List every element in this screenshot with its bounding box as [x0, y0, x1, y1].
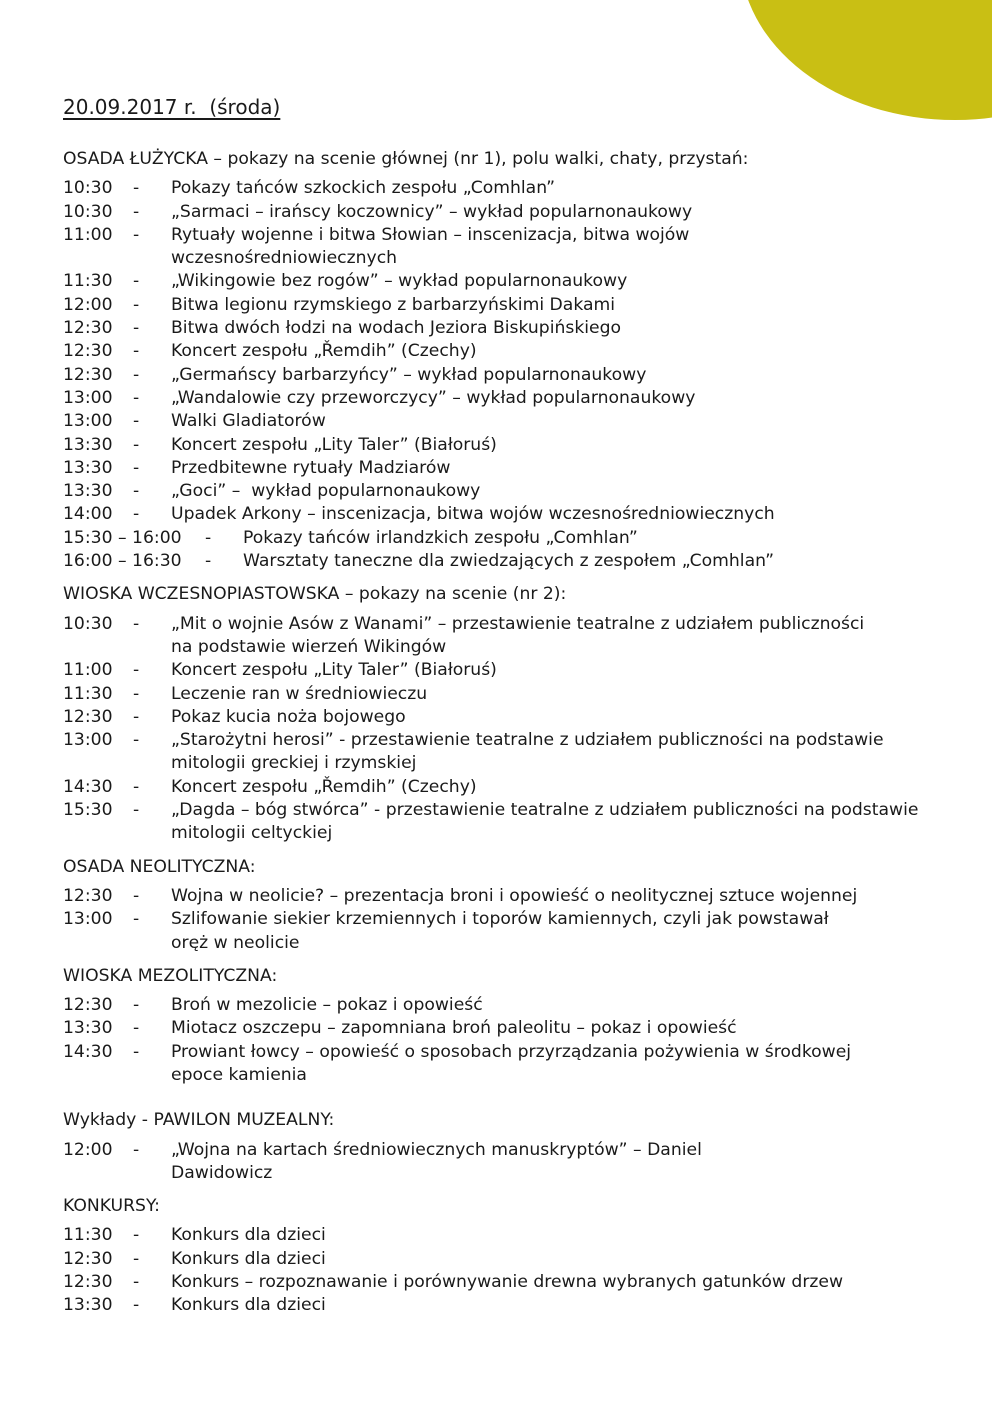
- event-row: [63, 317, 963, 340]
- event-time: 12:00: [63, 1139, 113, 1160]
- event-time: 12:30: [63, 318, 113, 339]
- event-time: 13:00: [63, 730, 113, 751]
- event-row: [63, 224, 963, 271]
- event-dash: -: [133, 481, 140, 502]
- event-row: [63, 908, 963, 955]
- event-description: „Germańscy barbarzyńcy” – wykład popularnonaukowy: [171, 364, 647, 385]
- event-time: 13:00: [63, 387, 113, 408]
- event-dash: -: [205, 527, 212, 548]
- event-row: [63, 1017, 963, 1040]
- event-dash: -: [133, 1295, 140, 1316]
- event-time: 11:00: [63, 660, 113, 681]
- event-row: [63, 1248, 963, 1271]
- event-time: 12:00: [63, 294, 113, 315]
- event-dash: -: [133, 660, 140, 681]
- event-row: [63, 503, 963, 526]
- section-pawilon-muzealny: [63, 1109, 963, 1185]
- event-dash: -: [133, 387, 140, 408]
- event-dash: -: [133, 504, 140, 525]
- event-description: Walki Gladiatorów: [171, 411, 326, 432]
- event-dash: -: [133, 294, 140, 315]
- event-description: Szlifowanie siekier krzemiennych i toporów kamiennych, czyli jak powstawał oręż w neolicie: [171, 909, 829, 953]
- event-description: „Goci” – wykład popularnonaukowy: [171, 481, 481, 502]
- event-dash: -: [133, 683, 140, 704]
- event-row: [63, 776, 963, 799]
- event-time: 15:30: [63, 800, 113, 821]
- event-description: „Wikingowie bez rogów” – wykład popularnonaukowy: [171, 271, 628, 292]
- event-description: Konkurs – rozpoznawanie i porównywanie drewna wybranych gatunków drzew: [171, 1272, 844, 1293]
- event-row: [63, 1271, 963, 1294]
- event-description: Koncert zespołu „Lity Taler” (Białoruś): [171, 660, 497, 681]
- section-heading: KONKURSY:: [63, 1196, 160, 1217]
- event-description: „Starożytni herosi” - przestawienie teatralne z udziałem publiczności na podstawie mitologii greckiej i rzymskiej: [171, 730, 884, 774]
- event-dash: -: [133, 706, 140, 727]
- schedule: [63, 148, 963, 1328]
- page-title: 20.09.2017 r. (środa): [63, 95, 281, 119]
- section-konkursy: [63, 1195, 963, 1317]
- event-row: [63, 729, 963, 776]
- event-time: 12:30: [63, 341, 113, 362]
- event-dash: -: [133, 613, 140, 634]
- event-description: „Wandalowie czy przeworczycy” – wykład popularnonaukowy: [171, 387, 696, 408]
- event-description: Przedbitewne rytuały Madziarów: [171, 457, 451, 478]
- event-time: 13:30: [63, 1295, 113, 1316]
- event-description: Miotacz oszczepu – zapomniana broń paleolitu – pokaz i opowieść: [171, 1018, 737, 1039]
- event-time: 13:00: [63, 909, 113, 930]
- event-time: 12:30: [63, 364, 113, 385]
- event-description: „Sarmaci – irańscy koczownicy” – wykład popularnonaukowy: [171, 201, 693, 222]
- event-dash: -: [133, 364, 140, 385]
- event-dash: -: [133, 1272, 140, 1293]
- event-description: „Mit o wojnie Asów z Wanami” – przestawienie teatralne z udziałem publiczności na podstawie wierzeń Wikingów: [171, 613, 865, 657]
- section-heading: Wykłady - PAWILON MUZEALNY:: [63, 1110, 335, 1131]
- section-osada-luzycka: [63, 148, 963, 573]
- event-time: 10:30: [63, 178, 113, 199]
- event-dash: -: [133, 434, 140, 455]
- event-row: [63, 659, 963, 682]
- event-time: 12:30: [63, 706, 113, 727]
- event-description: Warsztaty taneczne dla zwiedzających z zespołem „Comhlan”: [243, 551, 774, 572]
- event-time: 10:30: [63, 613, 113, 634]
- event-row: [63, 799, 963, 846]
- event-dash: -: [133, 1225, 140, 1246]
- event-time: 13:30: [63, 434, 113, 455]
- event-time: 12:30: [63, 995, 113, 1016]
- event-dash: -: [133, 1018, 140, 1039]
- event-row: [63, 201, 963, 224]
- event-row: [63, 1041, 963, 1088]
- event-description: Koncert zespołu „Řemdih” (Czechy): [171, 341, 477, 362]
- event-time: 15:30 – 16:00: [63, 527, 182, 548]
- event-description: Bitwa legionu rzymskiego z barbarzyńskimi Dakami: [171, 294, 616, 315]
- event-row: [63, 270, 963, 293]
- event-description: Rytuały wojenne i bitwa Słowian – inscenizacja, bitwa wojów wczesnośredniowiecznych: [171, 224, 690, 269]
- event-row: [63, 613, 963, 660]
- event-dash: -: [133, 411, 140, 432]
- event-row: [63, 480, 963, 503]
- event-time: 12:30: [63, 1272, 113, 1293]
- section-heading: WIOSKA MEZOLITYCZNA:: [63, 965, 278, 986]
- event-row: [63, 294, 963, 317]
- event-description: Bitwa dwóch łodzi na wodach Jeziora Biskupińskiego: [171, 318, 622, 339]
- event-description: Koncert zespołu „Řemdih” (Czechy): [171, 776, 477, 797]
- event-row: [63, 1294, 963, 1317]
- event-row: [63, 1139, 963, 1186]
- event-time: 14:00: [63, 504, 113, 525]
- event-dash: -: [133, 318, 140, 339]
- event-description: Konkurs dla dzieci: [171, 1248, 326, 1269]
- date-badge: [740, 0, 992, 120]
- event-dash: -: [133, 201, 140, 222]
- event-time: 10:30: [63, 201, 113, 222]
- event-row: [63, 706, 963, 729]
- event-time: 14:30: [63, 1041, 113, 1062]
- event-dash: -: [205, 551, 212, 572]
- section-heading: WIOSKA WCZESNOPIASTOWSKA – pokazy na scenie (nr 2):: [63, 584, 567, 605]
- event-dash: -: [133, 1041, 140, 1062]
- event-description: Pokaz kucia noża bojowego: [171, 706, 406, 727]
- event-dash: -: [133, 776, 140, 797]
- event-description: „Wojna na kartach średniowiecznych manuskryptów” – Daniel Dawidowicz: [171, 1139, 702, 1183]
- event-time: 11:30: [63, 683, 113, 704]
- event-dash: -: [133, 224, 140, 245]
- event-dash: -: [133, 271, 140, 292]
- event-description: Prowiant łowcy – opowieść o sposobach przyrządzania pożywienia w środkowej epoce kamienia: [171, 1041, 852, 1085]
- event-description: Pokazy tańców szkockich zespołu „Comhlan”: [171, 178, 556, 199]
- event-dash: -: [133, 1248, 140, 1269]
- event-description: Broń w mezolicie – pokaz i opowieść: [171, 995, 483, 1016]
- event-description: Koncert zespołu „Lity Taler” (Białoruś): [171, 434, 497, 455]
- section-heading: OSADA ŁUŻYCKA – pokazy na scenie głównej (nr 1), polu walki, chaty, przystań:: [63, 149, 749, 169]
- event-row: [63, 387, 963, 410]
- event-row: [63, 550, 963, 573]
- event-dash: -: [133, 730, 140, 751]
- event-row: [63, 683, 963, 706]
- event-dash: -: [133, 1139, 140, 1160]
- event-time: 11:30: [63, 1225, 113, 1246]
- event-dash: -: [133, 341, 140, 362]
- event-description: Pokazy tańców irlandzkich zespołu „Comhlan”: [243, 527, 638, 548]
- event-time: 13:30: [63, 1018, 113, 1039]
- event-dash: -: [133, 178, 140, 199]
- event-time: 13:30: [63, 457, 113, 478]
- event-dash: -: [133, 885, 140, 906]
- event-row: [63, 340, 963, 363]
- event-row: [63, 410, 963, 433]
- event-time: 13:00: [63, 411, 113, 432]
- event-description: Konkurs dla dzieci: [171, 1295, 326, 1316]
- event-time: 16:00 – 16:30: [63, 551, 182, 572]
- event-description: „Dagda – bóg stwórca” - przestawienie teatralne z udziałem publiczności na podstawie mitologii celtyckiej: [171, 800, 919, 844]
- event-row: [63, 527, 963, 550]
- section-wioska-wczesnopiastowska: [63, 583, 963, 845]
- section-wioska-mezolityczna: [63, 965, 963, 1087]
- event-time: 12:30: [63, 1248, 113, 1269]
- event-time: 12:30: [63, 885, 113, 906]
- section-osada-neolityczna: [63, 856, 963, 955]
- event-row: [63, 434, 963, 457]
- event-row: [63, 994, 963, 1017]
- event-time: 11:30: [63, 271, 113, 292]
- event-row: [63, 364, 963, 387]
- event-row: [63, 177, 963, 200]
- event-time: 13:30: [63, 481, 113, 502]
- event-dash: -: [133, 800, 140, 821]
- event-dash: -: [133, 909, 140, 930]
- event-description: Upadek Arkony – inscenizacja, bitwa wojów wczesnośredniowiecznych: [171, 504, 775, 525]
- section-heading: OSADA NEOLITYCZNA:: [63, 856, 256, 877]
- event-description: Leczenie ran w średniowieczu: [171, 683, 428, 704]
- event-time: 11:00: [63, 224, 113, 245]
- event-dash: -: [133, 995, 140, 1016]
- event-time: 14:30: [63, 776, 113, 797]
- event-row: [63, 885, 963, 908]
- event-dash: -: [133, 457, 140, 478]
- event-description: Konkurs dla dzieci: [171, 1225, 326, 1246]
- event-description: Wojna w neolicie? – prezentacja broni i opowieść o neolitycznej sztuce wojennej: [171, 885, 858, 906]
- event-row: [63, 457, 963, 480]
- event-row: [63, 1224, 963, 1247]
